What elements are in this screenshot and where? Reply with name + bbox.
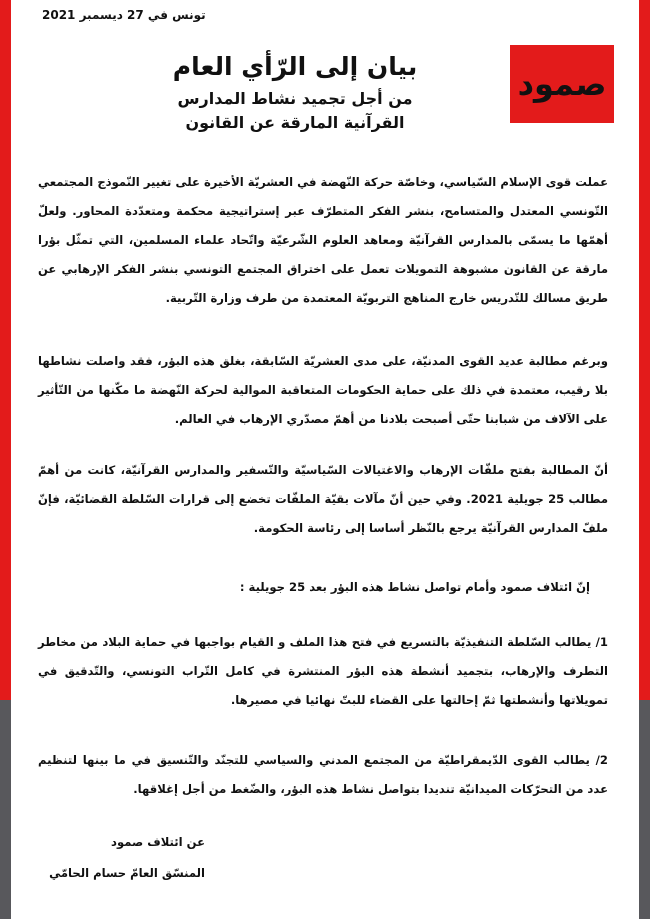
paragraph-4	[38, 573, 608, 602]
right-border-grey	[639, 700, 650, 919]
signature-org: عن ائتلاف صمود	[111, 835, 205, 849]
somoud-logo	[510, 45, 614, 123]
paragraph-1	[38, 168, 608, 313]
paragraph-2	[38, 347, 608, 434]
paragraph-3	[38, 456, 608, 543]
demand-2	[38, 746, 608, 804]
right-border-bar	[639, 0, 650, 919]
document-date: تونس في 27 ديسمبر 2021	[42, 8, 206, 22]
left-border-bar	[0, 0, 11, 919]
left-border-red	[0, 0, 11, 700]
left-border-grey	[0, 700, 11, 919]
paragraph-text: وبرغم مطالبة عديد القوى المدنيّة، على مدى العشريّة السّابقة، بغلق هذه البؤر، فقد واصلت نشاطها بلا رقيب، معتمدة في ذلك على حماية الحكومات المتعاقبة الموالية لحركة النّهضة ما مكّنها من التّأثير على الآلاف من شبابنا حتّى أصبحت بلادنا من أهمّ مصدّري الإرهاب في العالم.	[38, 354, 608, 426]
signature-name: المنسّق العامّ حسام الحامّي	[49, 866, 205, 880]
demand-1	[38, 628, 608, 715]
document-subtitle-line2: القرآنية المارقة عن القانون	[185, 113, 405, 132]
logo-text: صمود	[517, 65, 607, 103]
document-subtitle-line1: من أجل تجميد نشاط المدارس	[177, 89, 413, 108]
paragraph-text: إنّ ائتلاف صمود وأمام تواصل نشاط هذه البؤر بعد 25 جويلية :	[239, 580, 590, 594]
paragraph-text: عملت قوى الإسلام السّياسي، وخاصّة حركة النّهضة في العشريّة الأخيرة على تغيير النّموذج المجتمعي التّونسي المعتدل والمتسامح، بنشر الفكر المتطرّف عبر إستراتيجية محكمة ومتعدّدة المحاور. ولعلّ أهمّها ما يسمّى بالمدارس القرآنيّة ومعاهد العلوم الشّرعيّة واتّحاد علماء المسلمين، التي تمثّل بؤرا مارقة عن القانون مشبوهة التمويلات تعمل على اختراق المجتمع التونسي بنشر الفكر الإرهابي عن طريق مسالك للتّدريس خارج المناهج التربويّة المعتمدة من طرف وزارة التّربية.	[38, 175, 608, 305]
paragraph-text: 1/ يطالب السّلطة التنفيذيّة بالتسريع في فتح هذا الملف و القيام بواجبها في حماية البلاد من مخاطر التطرف والإرهاب، بتجميد أنشطة هذه البؤر المنتشرة في كامل التّراب التونسي، والتّدقيق في تمويلاتها وأنشطتها ثمّ إحالتها على القضاء للبتّ نهائيا في مصيرها.	[38, 635, 608, 707]
paragraph-text: أنّ المطالبة بفتح ملفّات الإرهاب والاغتيالات السّياسيّة والتّسفير والمدارس القرآنيّة، كانت من أهمّ مطالب 25 جويلية 2021. وفي حين أنّ مآلات بقيّة الملفّات تخضع إلى قرارات السّلطة القضائيّة، فإنّ ملفّ المدارس القرآنيّة يرجع بالنّظر أساسا إلى رئاسة الحكومة.	[38, 463, 608, 535]
title-block	[100, 52, 490, 135]
right-border-red	[639, 0, 650, 700]
document-title: بيان إلى الرّأي العام	[172, 52, 418, 81]
paragraph-text: 2/ يطالب القوى الدّيمقراطيّة من المجتمع المدني والسياسي للتجنّد والتّنسيق في ما بينها لتنظيم عدد من التحرّكات الميدانيّة تنديدا بتواصل نشاط هذه البؤر، والضّغط من أجل إغلاقها.	[38, 753, 608, 796]
